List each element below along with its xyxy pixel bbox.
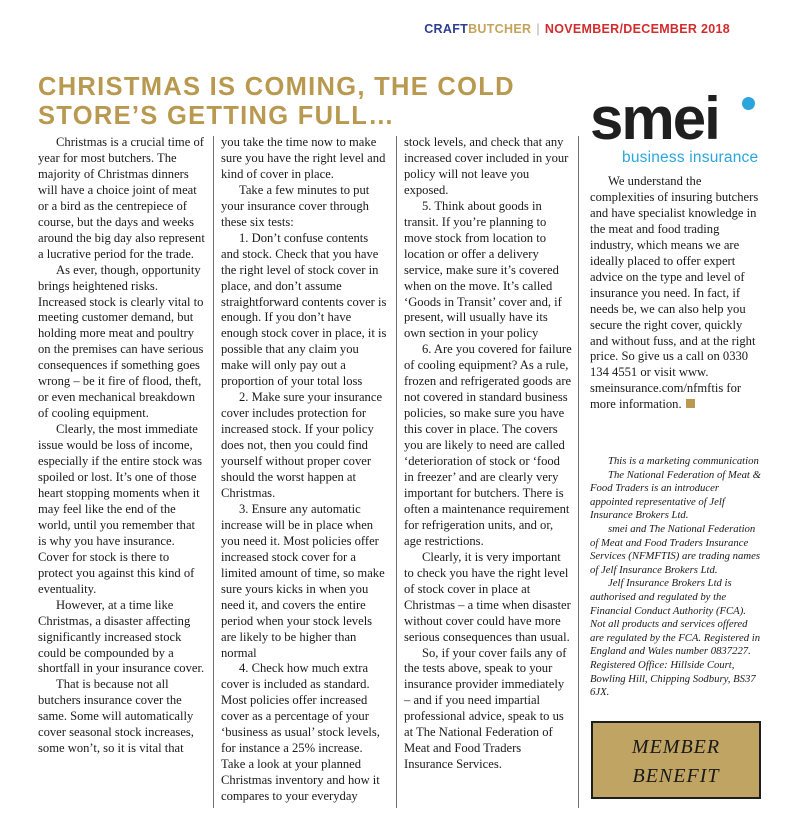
- sidebar-body: [590, 174, 762, 413]
- masthead-separator: |: [536, 22, 540, 36]
- masthead-butcher: BUTCHER: [468, 22, 532, 36]
- paragraph: That is because not all butchers insurance cover the same. Some will automatically cover seasonal stock increases, some won’t, so it is vital that: [38, 677, 194, 756]
- paragraph: Clearly, it is very important to check you have the right level of stock cover in place at Christmas – a time when disaster without cover could have more serious consequences than usual.: [404, 549, 571, 644]
- article-column-2: [221, 135, 389, 805]
- article-column-1: [38, 135, 206, 757]
- paragraph: Clearly, the most immediate issue would be loss of income, especially if the entire stock was spoiled or lost. It’s one of those heart stopping moments when it may feel like the end of the world, until you remember that is why you have insurance. Cover for stock is there to protect you against this kind of eventuality.: [38, 422, 203, 596]
- smei-logo: [590, 85, 760, 167]
- paragraph: Christmas is a crucial time of year for most butchers. The majority of Christmas dinners will have a choice joint of meat or a bird as the centrepiece of course, but the days and weeks around the big day also represent a lucrative period for the trade.: [38, 135, 205, 261]
- issue-date: NOVEMBER/DECEMBER 2018: [544, 22, 730, 36]
- paragraph: you take the time now to make sure you have the right level and kind of cover in place.: [221, 135, 386, 181]
- column-divider: [213, 136, 214, 808]
- masthead: [424, 22, 730, 36]
- paragraph: Take a few minutes to put your insurance cover through these six tests:: [221, 182, 370, 229]
- paragraph: stock levels, and check that any increased cover included in your policy will not leave you exposed.: [404, 135, 569, 197]
- disclaimer-line: The National Federation of Meat & Food Traders is an introducer appointed representative of Jelf Insurance Brokers Ltd.: [590, 468, 761, 522]
- end-mark-icon: [686, 399, 695, 408]
- logo-tagline: business insurance: [622, 149, 759, 166]
- paragraph: As ever, though, opportunity brings heightened risks. Increased stock is clearly vital to meeting customer demand, but holding more meat and poultry on the premises can have serious consequences if something goes wrong – be it fire of flood, theft, or even mechanical breakdown of cooling equipment.: [38, 262, 204, 421]
- disclaimer-line: Jelf Insurance Brokers Ltd is authorised and regulated by the Financial Conduct Authority (FCA). Not all products and services offered are regulated by the FCA. Registered in England and Wales number 0837227. Registered Office: Hillside Court, Bowling Hill, Chipping Sodbury, BS37 6JX.: [590, 577, 761, 699]
- sidebar-paragraph: [590, 174, 762, 413]
- logo-word: smei: [590, 85, 719, 152]
- disclaimer-line: smei and The National Federation of Meat and Food Traders Insurance Services (NFMFTIS) are trading names of Jelf Insurance Brokers Ltd.: [590, 522, 760, 576]
- sidebar-text: We understand the complexities of insuring butchers and have specialist knowledge in the meat and food trading industry, which means we are ideally placed to offer expert advice on the type and level of insurance you need. In fact, if needs be, we can also help you secure the right cover, quickly and without fuss, and at the right price. So give us a call on 0330 134 4551 or visit www. smeinsurance.com/nfmftis for more information.: [590, 174, 759, 412]
- paragraph: So, if your cover fails any of the tests above, speak to your insurance provider immediately – and if you need impartial professional advice, speak to us at The National Federation of Meat and Food Traders Insurance Services.: [404, 645, 567, 772]
- badge-line-1: MEMBER: [631, 736, 721, 758]
- paragraph: 1. Don’t confuse contents and stock. Check that you have the right level of stock cover in place, and don’t assume straightforward contents cover is enough. If you don’t have enough stock cover in place, it is possible that any claim you make will only pay out a proportion of your total loss: [221, 230, 387, 389]
- article-column-3: [404, 135, 572, 773]
- masthead-craft: CRAFT: [424, 22, 469, 36]
- paragraph: However, at a time like Christmas, a disaster affecting significantly increased stock could be compounded by a shortfall in your insurance cover.: [38, 597, 205, 676]
- logo-wordmark: [590, 85, 760, 152]
- column-divider: [396, 136, 397, 808]
- column-divider: [578, 136, 579, 808]
- disclaimer: [590, 455, 762, 700]
- badge-line-2: BENEFIT: [632, 765, 720, 787]
- article-headline: CHRISTMAS IS COMING, THE COLD STORE’S GETTING FULL…: [38, 73, 515, 130]
- paragraph: 4. Check how much extra cover is included as standard. Most policies offer increased cover as a percentage of your ‘business as usual’ stock levels, for instance a 25% increase. Take a look at your planned Christmas inventory and how it compares to your everyday: [221, 661, 380, 804]
- paragraph: 2. Make sure your insurance cover includes protection for increased stock. If your policy does not, then you could find yourself without proper cover should the worst happen at Christmas.: [221, 390, 383, 500]
- disclaimer-line: This is a marketing communication: [608, 455, 759, 467]
- logo-dot-icon: [742, 97, 755, 110]
- member-benefit-badge: [591, 721, 761, 799]
- paragraph: 6. Are you covered for failure of cooling equipment? As a rule, frozen and refrigerated goods are not covered in standard business policies, so make sure you have this cover in place. The covers you are likely to need are called ‘deterioration of stock or ‘food in freezer’ and are clearly very important for butchers. There is often a maintenance requirement for refrigeration units, and or, age restrictions.: [404, 342, 572, 548]
- paragraph: 3. Ensure any automatic increase will be in place when you need it. Most policies offer increased stock cover for a limited amount of time, so make sure yours kicks in when you need it, and covers the entire period when your stock levels are likely to be higher than normal: [221, 501, 385, 660]
- paragraph: 5. Think about goods in transit. If you’re planning to move stock from location to location or offer a delivery service, make sure it’s covered when on the move. It’s called ‘Goods in Transit’ cover and, if present, will usually have its own section in your policy: [404, 198, 562, 341]
